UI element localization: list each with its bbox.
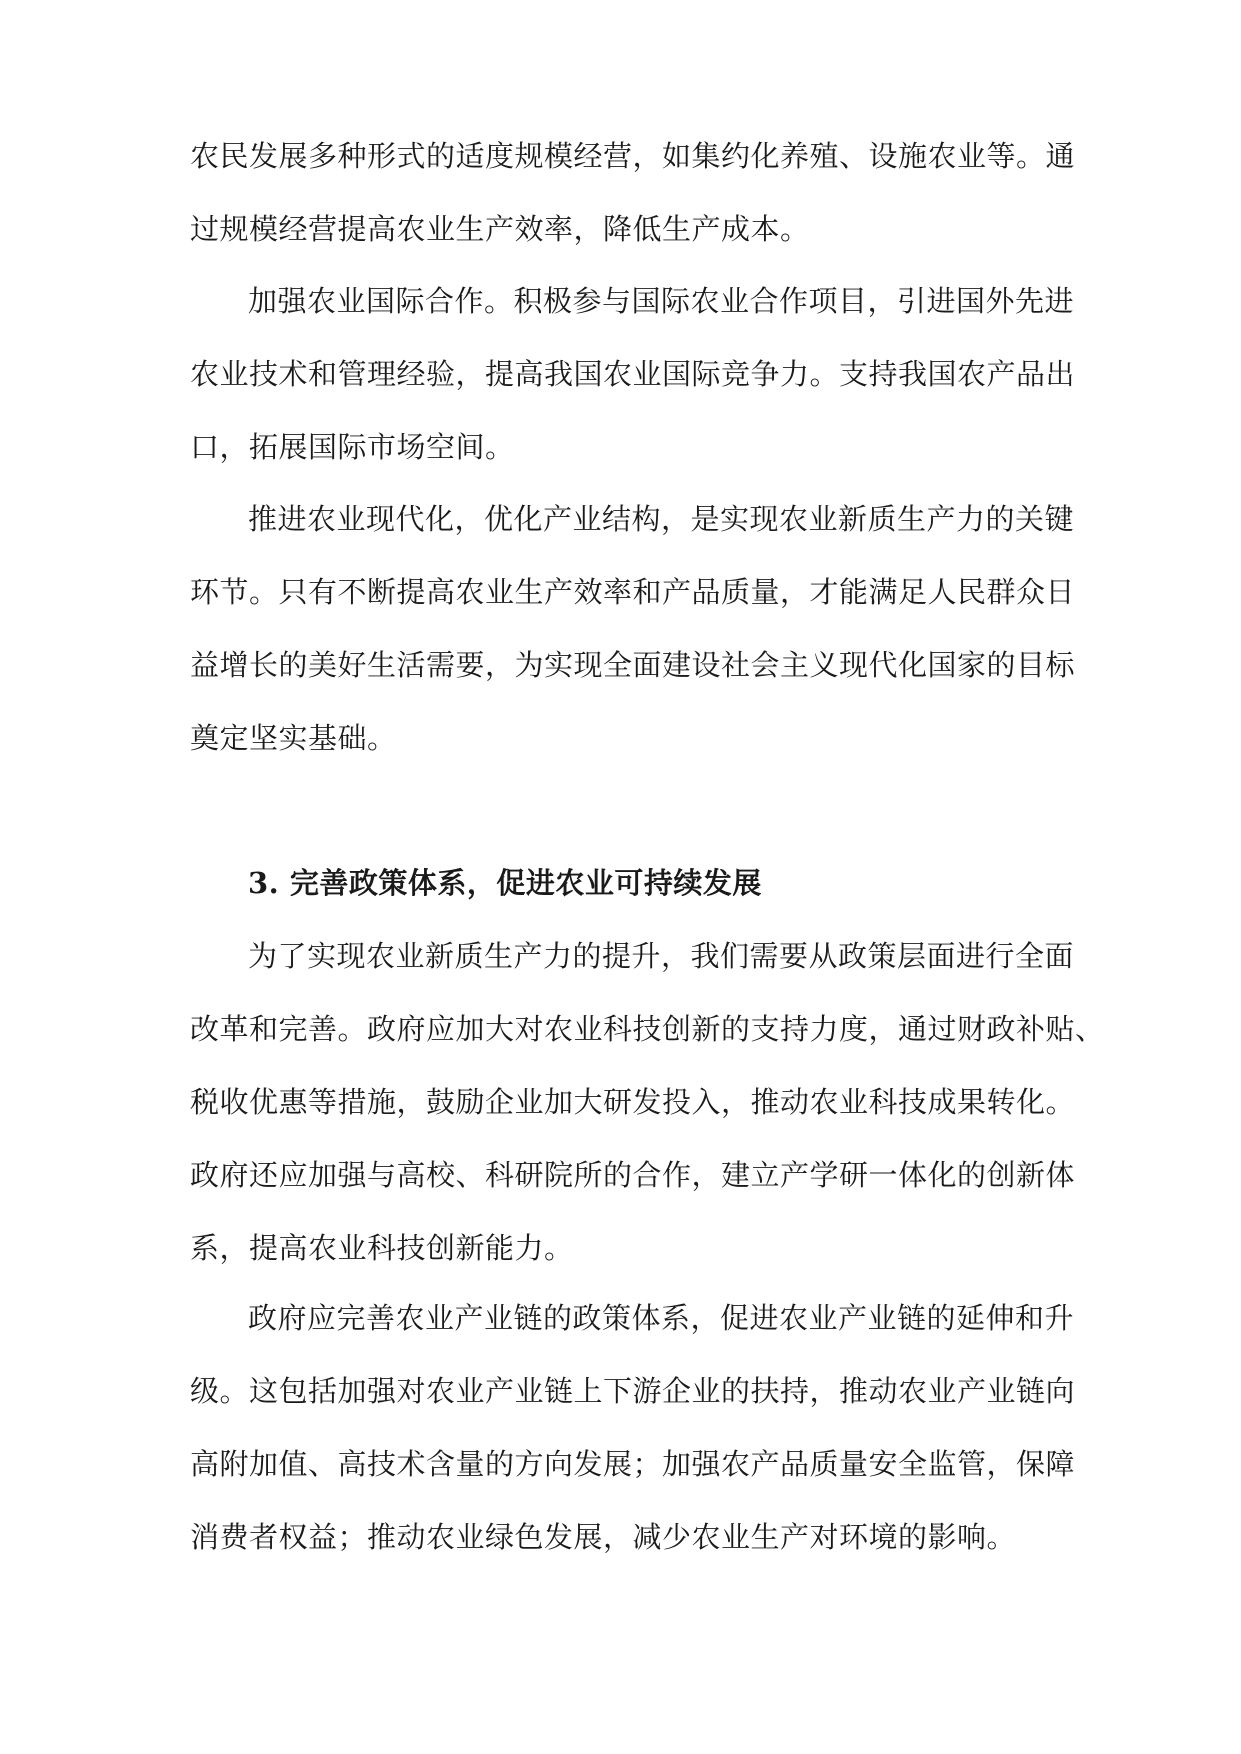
text-line: 政府还应加强与高校、科研院所的合作，建立产学研一体化的创新体 bbox=[190, 1158, 1076, 1192]
text-line: 高附加值、高技术含量的方向发展；加强农产品质量安全监管，保障 bbox=[190, 1447, 1076, 1481]
text-line: 农业技术和管理经验，提高我国农业国际竞争力。支持我国农产品出 bbox=[190, 357, 1076, 391]
paragraph-scale-operation bbox=[190, 120, 1076, 266]
text-line: 推进农业现代化，优化产业结构，是实现农业新质生产力的关键 bbox=[248, 502, 1075, 536]
text-line: 为了实现农业新质生产力的提升，我们需要从政策层面进行全面 bbox=[248, 939, 1075, 973]
paragraph-modernization-summary bbox=[190, 483, 1076, 775]
text-line: 税收优惠等措施，鼓励企业加大研发投入，推动农业科技成果转化。 bbox=[190, 1085, 1076, 1119]
text-line: 奠定坚实基础。 bbox=[190, 721, 397, 755]
paragraph-industry-chain bbox=[190, 1282, 1076, 1574]
text-line: 改革和完善。政府应加大对农业科技创新的支持力度，通过财政补贴、 bbox=[190, 1012, 1105, 1046]
text-line: 级。这包括加强对农业产业链上下游企业的扶持，推动农业产业链向 bbox=[190, 1374, 1076, 1408]
paragraph-policy-reform bbox=[190, 920, 1105, 1285]
text-line: 消费者权益；推动农业绿色发展，减少农业生产对环境的影响。 bbox=[190, 1520, 1017, 1554]
text-line: 农民发展多种形式的适度规模经营，如集约化养殖、设施农业等。通 bbox=[190, 139, 1076, 173]
text-line: 口，拓展国际市场空间。 bbox=[190, 430, 515, 464]
paragraph-international-cooperation bbox=[190, 265, 1076, 484]
text-line: 益增长的美好生活需要，为实现全面建设社会主义现代化国家的目标 bbox=[190, 648, 1076, 682]
section-heading: 3. 完善政策体系，促进农业可持续发展 bbox=[248, 866, 762, 900]
text-line: 环节。只有不断提高农业生产效率和产品质量，才能满足人民群众日 bbox=[190, 575, 1076, 609]
text-line: 政府应完善农业产业链的政策体系，促进农业产业链的延伸和升 bbox=[248, 1301, 1075, 1335]
text-line: 系，提高农业科技创新能力。 bbox=[190, 1231, 574, 1265]
text-line: 过规模经营提高农业生产效率，降低生产成本。 bbox=[190, 212, 810, 246]
text-line: 加强农业国际合作。积极参与国际农业合作项目，引进国外先进 bbox=[248, 284, 1075, 318]
